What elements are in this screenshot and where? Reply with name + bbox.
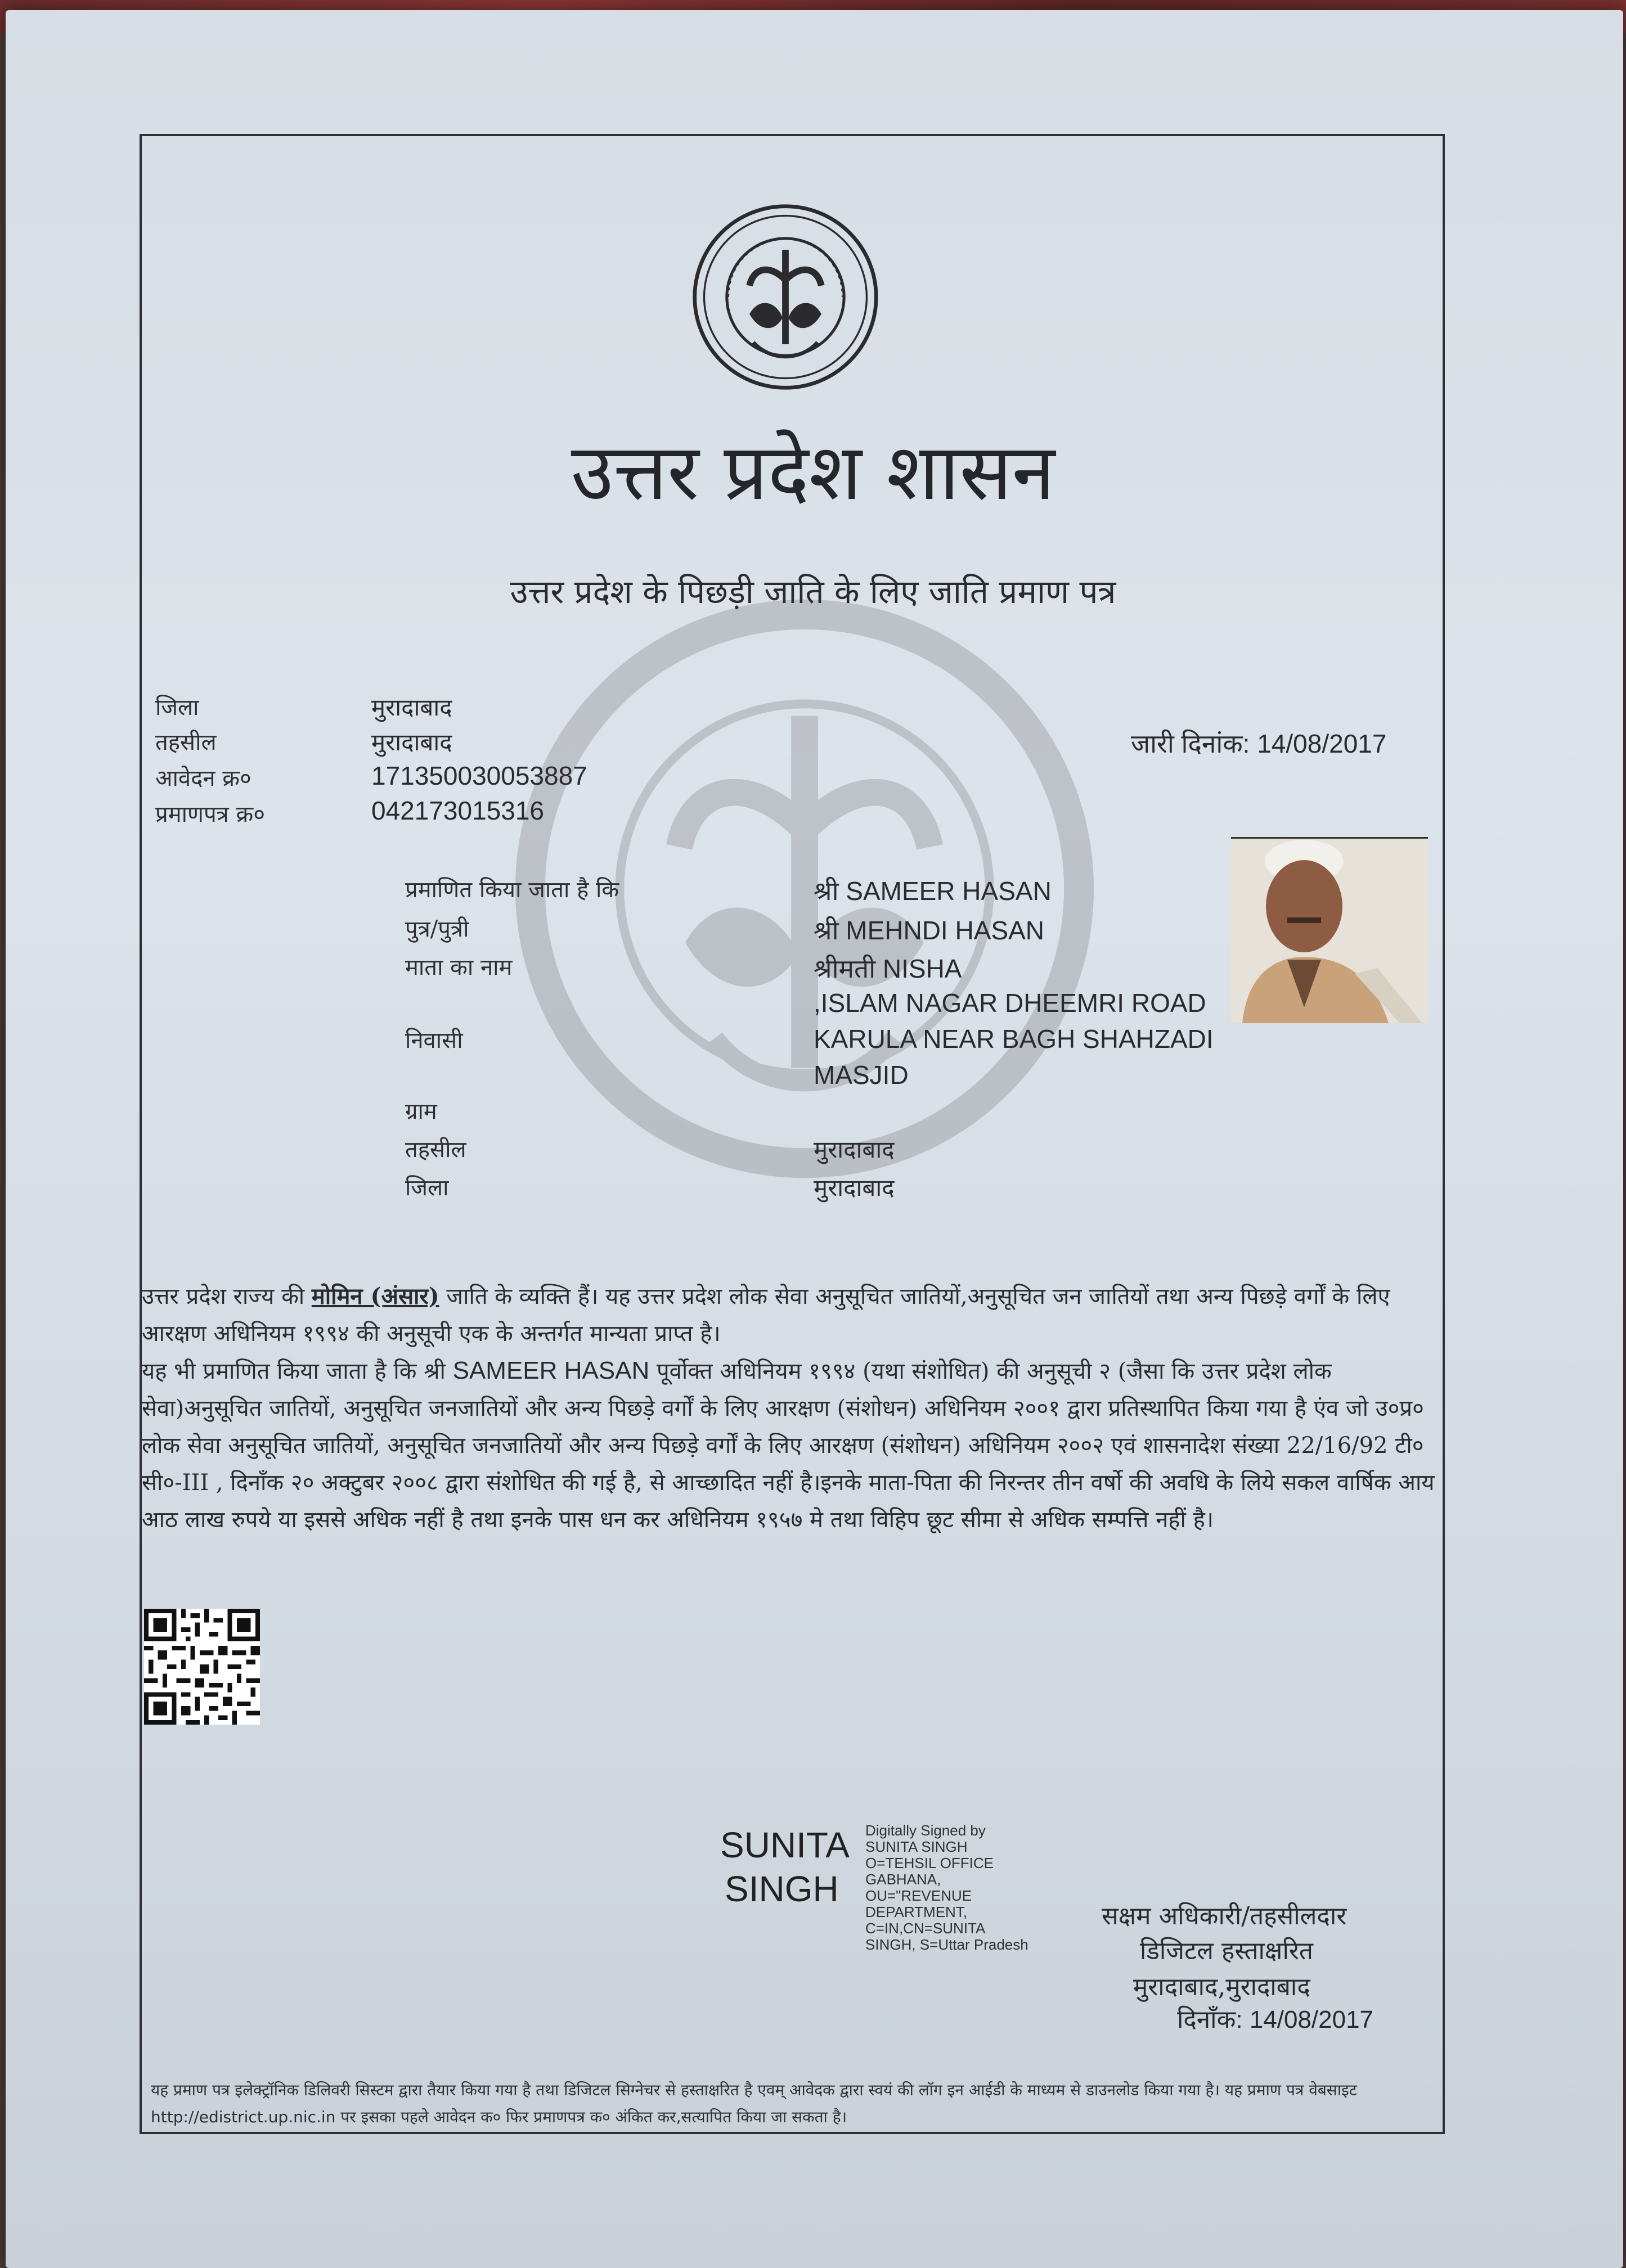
certified-name: श्री SAMEER HASAN: [814, 876, 1052, 906]
caste-name: मोमिन (अंसार): [311, 1283, 439, 1310]
signature-detail-line: C=IN,CN=SUNITA: [865, 1920, 986, 1937]
mother-name: श्रीमती NISHA: [814, 954, 962, 983]
person-tehsil-label: तहसील: [405, 1137, 466, 1163]
paragraph-caste-rest: जाति के व्यक्ति हैं। यह उत्तर प्रदेश लोक सेवा अनुसूचित जातियों,अनुसूचित जन जातियों तथा अन्य पिछड़े वर्गों के लिए आरक्षण अधिनियम १९९४ की अनुसूची एक के अन्तर्गत मान्यता प्राप्त है।: [142, 1284, 1390, 1347]
address-line-1: ,ISLAM NAGAR DHEEMRI ROAD: [814, 988, 1206, 1018]
certified-label: प्रमाणित किया जाता है कि: [405, 877, 619, 903]
qr-code: [144, 1609, 260, 1725]
district-value: मुरादाबाद: [371, 694, 452, 721]
up-government-emblem-icon: [691, 202, 880, 392]
paragraph-certification-rest: पूर्वोक्त अधिनियम १९९४ (यथा संशोधित) की अनुसूची २ (जैसा कि उत्तर प्रदेश लोक सेवा)अनुसूचित जातियों, अनुसूचित जनजातियों और अन्य पिछड़े वर्गों के लिए आरक्षण (संशोधन) अधिनियम २००१ द्वारा प्रतिस्थापित किया गया है एंव जो उ०प्र० लोक सेवा अनुसूचित जातियों, अनुसूचित जनजातियों और अन्य पिछड़े वर्गों के लिए आरक्षण (संशोधन) अधिनियम २००२ एवं शासनादेश संख्या 22/16/92 टी० सी०-III , दिनाँक २० अक्टुबर २००८ द्वारा संशोधित की गई है, से आच्छादित नहीं है।इनके माता-पिता की निरन्तर तीन वर्षो की अवधि के लिये सकल वार्षिक आय आठ लाख रुपये या इससे अधिक नहीं है तथा इनके पास धन कर अधिनियम १९५७ मे तथा विहिप छूट सीमा से अधिक सम्पत्ति नहीं है।: [142, 1358, 1435, 1533]
application-number-value: 171350030053887: [371, 761, 587, 790]
father-name: श्री MEHNDI HASAN: [814, 916, 1044, 945]
address-line-3: MASJID: [814, 1060, 909, 1090]
signature-detail-line: OU="REVENUE: [865, 1887, 972, 1904]
address-line-2: KARULA NEAR BAGH SHAHZADI: [814, 1024, 1214, 1054]
authority-title: सक्षम अधिकारी/तहसीलदार: [1102, 1902, 1347, 1930]
signature-detail-line: Digitally Signed by: [865, 1822, 986, 1839]
authority-digital-signed: डिजिटल हस्ताक्षरित: [1140, 1937, 1313, 1965]
paragraph-certification-lead: यह भी प्रमाणित किया जाता है कि श्री: [142, 1358, 453, 1384]
signature-detail-line: SUNITA SINGH: [865, 1838, 968, 1855]
applicant-portrait-icon: [1231, 839, 1428, 1023]
qr-code-icon: [144, 1609, 260, 1725]
district-label: जिला: [155, 695, 199, 721]
applicant-name-inline: SAMEER HASAN: [452, 1357, 650, 1384]
signature-name-line2: SINGH: [725, 1869, 839, 1909]
certificate-title: उत्तर प्रदेश शासन: [571, 427, 1055, 518]
tehsil-label: तहसील: [155, 730, 217, 755]
authority-location: मुरादाबाद,मुरादाबाद: [1133, 1973, 1310, 2001]
footer-disclaimer: यह प्रमाण पत्र इलेक्ट्रॉनिक डिलिवरी सिस्टम द्वारा तैयार किया गया है तथा डिजिटल सिग्नेचर से हस्ताक्षरित है एवम् आवेदक द्वारा स्वयं की लॉग इन आईडी के माध्यम से डाउनलोड किया गया है। यह प्रमाण पत्र वेबसाइट http://edistrict.up.nic.in पर इसका पहले आवेदन क० फिर प्रमाणपत्र क० अंकित कर,सत्यापित किया जा सकता है।: [151, 2081, 1357, 2126]
certificate-number-value: 042173015316: [371, 796, 544, 825]
signature-detail-line: DEPARTMENT,: [865, 1904, 968, 1920]
certificate-subtitle: उत्तर प्रदेश के पिछड़ी जाति के लिए जाति प्रमाण पत्र: [510, 573, 1116, 611]
paragraph-certification: [142, 1352, 1436, 1538]
paragraph-caste: [142, 1278, 1436, 1352]
signature-detail-line: GABHANA,: [865, 1871, 941, 1888]
signature-name-line1: SUNITA: [720, 1825, 850, 1865]
tehsil-value: मुरादाबाद: [371, 728, 452, 756]
person-district-value: मुरादाबाद: [814, 1174, 895, 1202]
resident-label: निवासी: [405, 1028, 463, 1054]
village-label: ग्राम: [405, 1099, 437, 1124]
person-district-label: जिला: [405, 1175, 449, 1201]
application-number-label: आवेदन क्र०: [155, 766, 251, 791]
signature-details: [865, 1822, 1028, 1953]
signature-detail-line: O=TEHSIL OFFICE: [865, 1855, 994, 1871]
person-tehsil-value: मुरादाबाद: [814, 1136, 895, 1163]
authority-date: दिनाँक: 14/08/2017: [1177, 2006, 1374, 2033]
signature-detail-line: SINGH, S=Uttar Pradesh: [865, 1936, 1028, 1953]
mother-label: माता का नाम: [405, 955, 513, 980]
issue-date: जारी दिनांक: 14/08/2017: [1131, 729, 1387, 758]
paragraph-caste-lead: उत्तर प्रदेश राज्य की: [142, 1284, 312, 1310]
certificate-number-label: प्रमाणपत्र क्र०: [155, 802, 265, 827]
child-of-label: पुत्र/पुत्री: [405, 916, 469, 942]
applicant-photo: [1231, 837, 1428, 1023]
